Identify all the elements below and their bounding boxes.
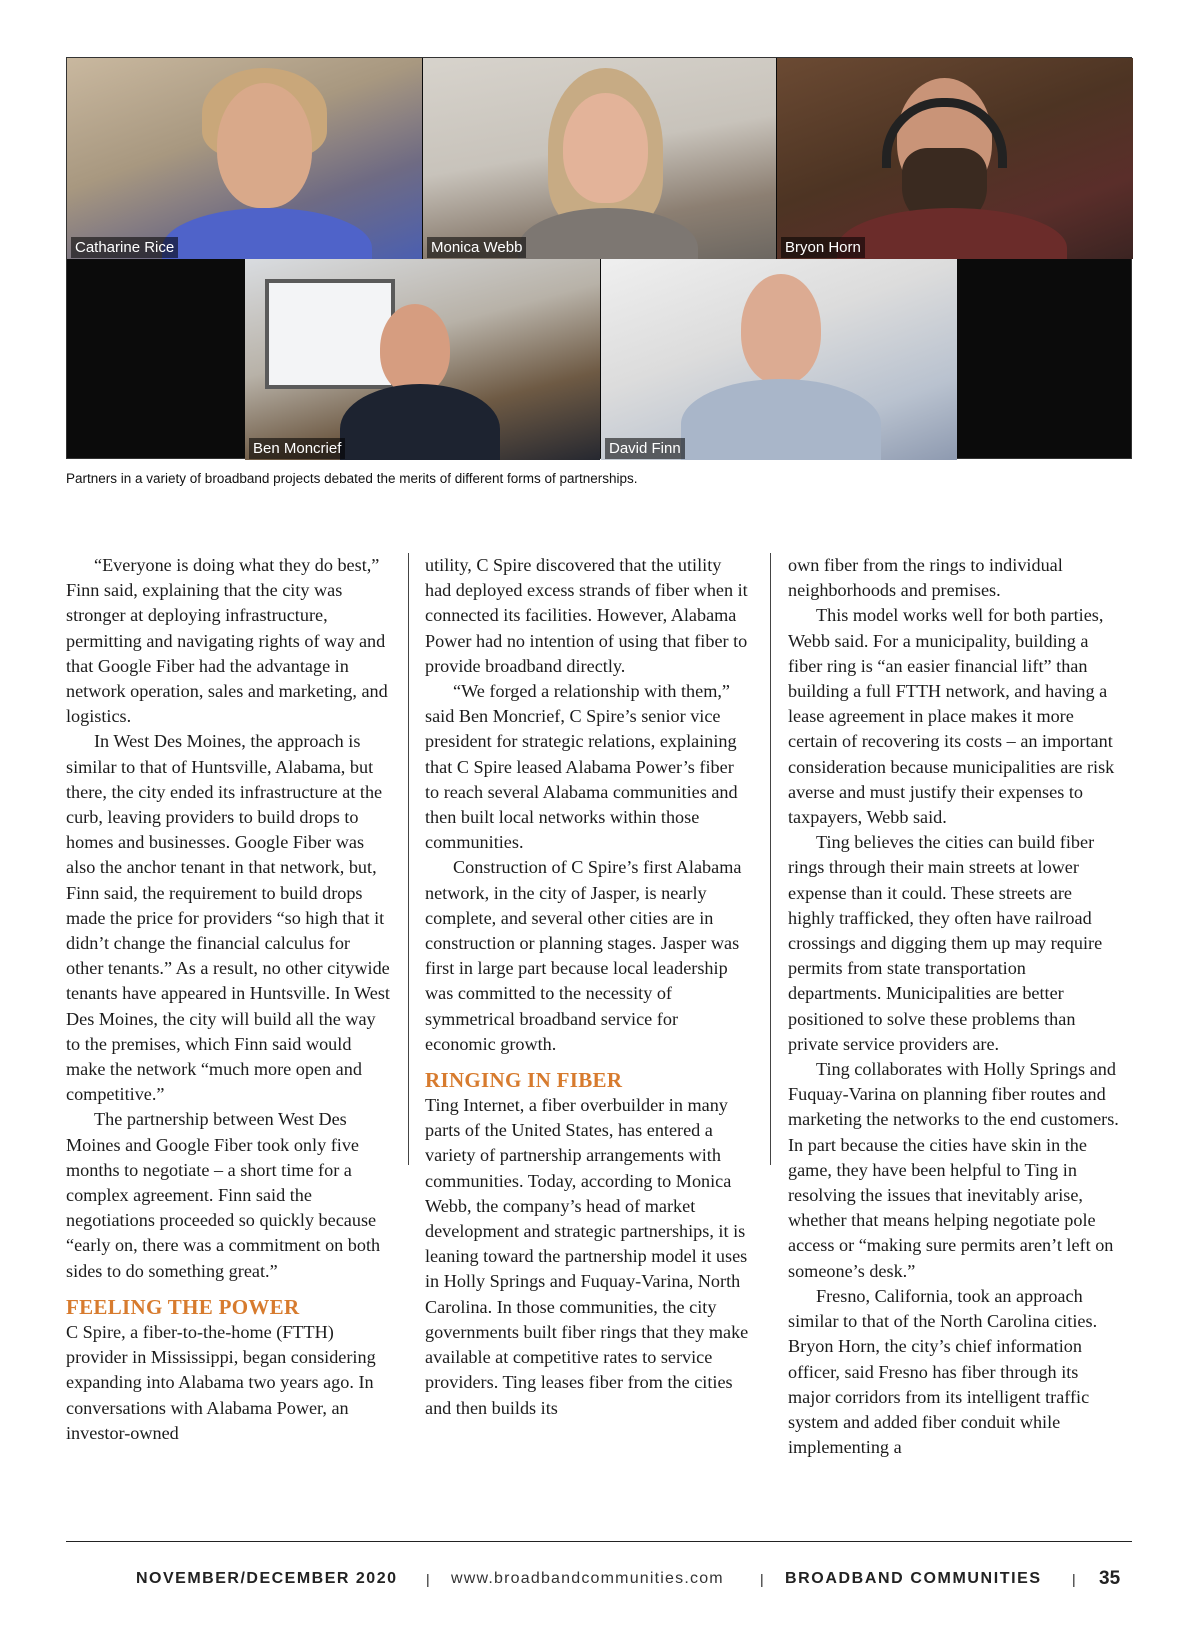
participant-name-label: Catharine Rice xyxy=(71,237,178,258)
section-heading: RINGING IN FIBER xyxy=(425,1068,623,1093)
section-heading: FEELING THE POWER xyxy=(66,1294,300,1319)
issue-date: NOVEMBER/DECEMBER 2020 xyxy=(136,1570,398,1587)
paragraph: “We forged a relationship with them,” said Ben Moncrief, C Spire’s senior vice president for strategic relations, explaining that C Spire leased Alabama Power’s fiber to reach several Alabama communities and then built local networks within those communities. xyxy=(425,681,738,853)
participant-name-label: Bryon Horn xyxy=(781,237,865,258)
article-column-2 xyxy=(425,553,750,1421)
participant-name-label: Ben Moncrief xyxy=(249,438,345,459)
paragraph: The partnership between West Des Moines and Google Fiber took only five months to negotiate – a short time for a complex agreement. Finn said the negotiations proceeded so quickly because “early on, there was a commitment on both sides to do something great.” xyxy=(66,1109,381,1281)
paragraph: C Spire, a fiber-to-the-home (FTTH) provider in Mississippi, began considering expanding into Alabama two years ago. In conversations with Alabama Power, an investor-owned xyxy=(66,1321,376,1443)
participant-name-label: Monica Webb xyxy=(427,237,526,258)
magazine-name: BROADBAND COMMUNITIES xyxy=(785,1570,1042,1587)
footer-divider xyxy=(66,1541,1132,1542)
participant-tile-catharine-rice xyxy=(67,58,422,259)
paragraph: Ting Internet, a fiber overbuilder in many parts of the United States, has entered a variety of partnership arrangements with communities. Today, according to Monica Webb, the company’s head of market development and strategic partnerships, it is leaning toward the partnership model it uses in Holly Springs and Fuquay-Varina, North Carolina. In those communities, the city governments built fiber rings that they make available at competitive rates to service providers. Ting leases fiber from the cities and then builds its xyxy=(425,1095,749,1418)
footer-separator: | xyxy=(1072,1571,1076,1587)
footer-separator: | xyxy=(426,1571,430,1587)
paragraph: This model works well for both parties, Webb said. For a municipality, building a fiber ring is “an easier financial lift” than building a full FTTH network, and having a lease agreement in place makes it more certain of recovering its costs – an important consideration because municipalities are risk averse and must justify their expenses to taxpayers, Webb said. xyxy=(788,605,1115,828)
paragraph: In West Des Moines, the approach is similar to that of Huntsville, Alabama, but there, the city ended its infrastructure at the curb, leaving providers to build drops to homes and businesses. Google Fiber was also the anchor tenant in that network, but, Finn said, the requirement to build drops made the price for providers “so high that it didn’t change the financial calculus for other tenants.” As a result, no other citywide tenants have appeared in Huntsville. In West Des Moines, the city will build all the way to the premises, which Finn said would make the network “much more open and competitive.” xyxy=(66,731,390,1105)
footer-separator: | xyxy=(760,1571,764,1587)
page-number: 35 xyxy=(1099,1568,1121,1589)
paragraph: own fiber from the rings to individual neighborhoods and premises. xyxy=(788,555,1063,601)
paragraph: utility, C Spire discovered that the utility had deployed excess strands of fiber when it connected its facilities. However, Alabama Power had no intention of using that fiber to provide broadband directly. xyxy=(425,555,748,676)
participant-tile-ben-moncrief xyxy=(245,259,600,460)
participant-tile-bryon-horn xyxy=(777,58,1133,259)
paragraph: Ting believes the cities can build fiber rings through their main streets at lower expense than it could. These streets are highly trafficked, they often have railroad crossings and digging them up may require permits from state transportation departments. Municipalities are better positioned to solve these problems than private service providers are. xyxy=(788,832,1103,1054)
website-url: www.broadbandcommunities.com xyxy=(451,1570,724,1587)
photo-caption: Partners in a variety of broadband projects debated the merits of different forms of partnerships. xyxy=(66,471,638,486)
paragraph: “Everyone is doing what they do best,” Finn said, explaining that the city was stronger at deploying infrastructure, permitting and navigating rights of way and that Google Fiber had the advantage in network operation, sales and marketing, and logistics. xyxy=(66,555,388,727)
video-call-photo xyxy=(66,57,1132,459)
page-footer xyxy=(66,1567,1132,1591)
paragraph: Construction of C Spire’s first Alabama network, in the city of Jasper, is nearly complete, and several other cities are in construction or planning stages. Jasper was first in large part because local leadership was committed to the necessity of symmetrical broadband service for economic growth. xyxy=(425,857,742,1054)
paragraph: Fresno, California, took an approach similar to that of the North Carolina cities. Bryon Horn, the city’s chief information officer, said Fresno has fiber through its major corridors from its intelligent traffic system and added fiber conduit while implementing a xyxy=(788,1285,1098,1458)
participant-tile-monica-webb xyxy=(423,58,776,259)
participant-tile-david-finn xyxy=(601,259,957,460)
column-divider xyxy=(770,553,771,1165)
participant-name-label: David Finn xyxy=(605,438,685,459)
column-divider xyxy=(408,553,409,1165)
paragraph: Ting collaborates with Holly Springs and Fuquay-Varina on planning fiber routes and marketing the networks to the end customers. In part because the cities have skin in the game, they have been helpful to Ting in resolving the issues that inevitably arise, whether that means helping negotiate pole access or “making sure permits aren’t left on someone’s desk.” xyxy=(788,1059,1119,1281)
article-column-1 xyxy=(66,553,391,1446)
article-column-3 xyxy=(788,553,1120,1460)
